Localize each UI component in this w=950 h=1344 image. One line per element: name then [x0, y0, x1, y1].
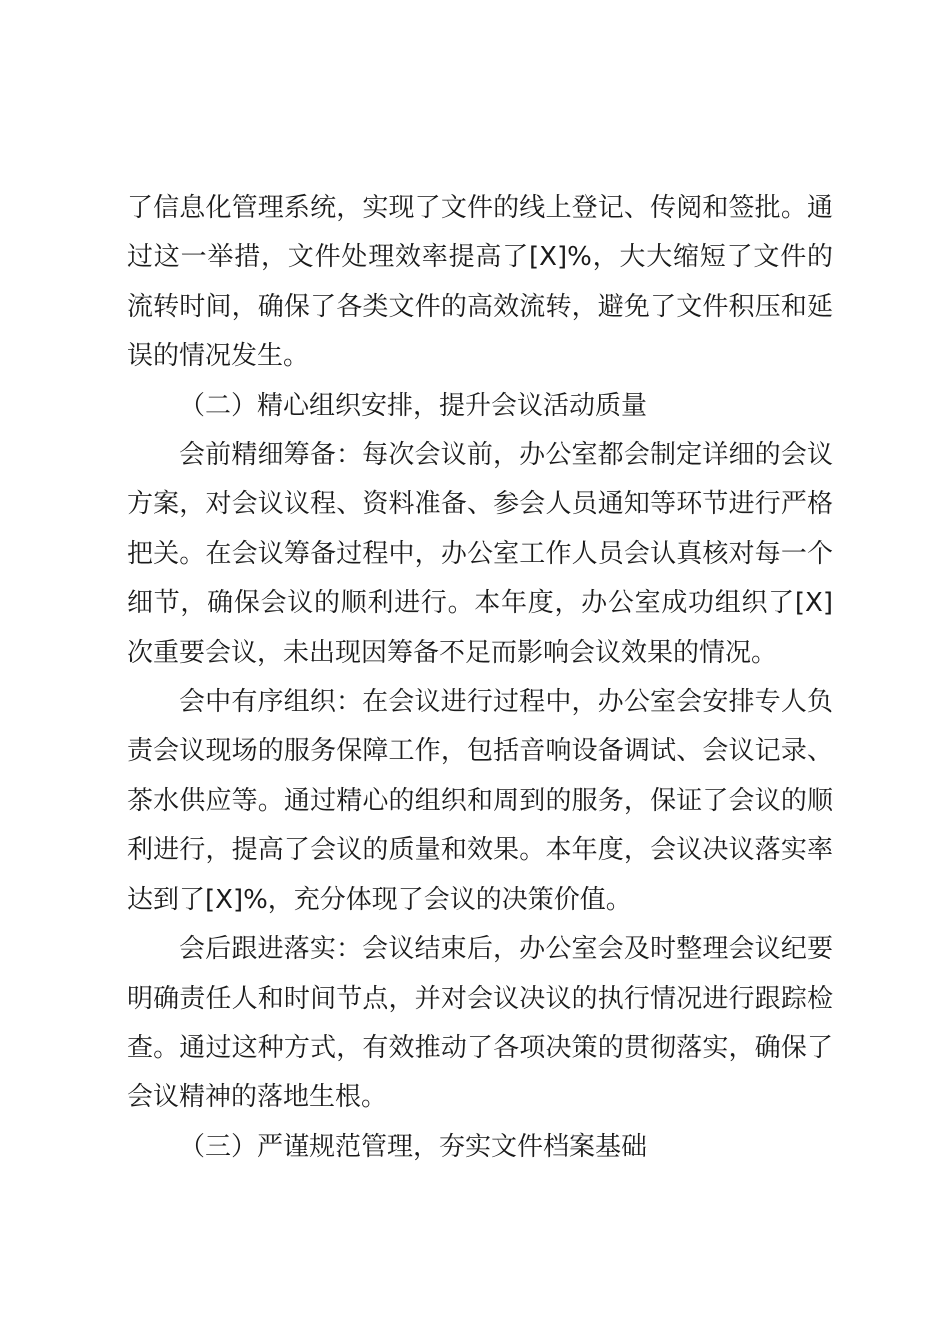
section-heading-3: （三）严谨规范管理，夯实文件档案基础 [179, 1131, 648, 1162]
paragraph-post-meeting: 会后跟进落实：会议结束后，办公室会及时整理会议纪要明确责任人和时间节点，并对会议决议的执行情况进行跟踪检查。通过这种方式，有效推动了各项决策的贯彻落实，确保了会议精神的落地生根。 [127, 934, 833, 1113]
section-heading-2: （二）精心组织安排，提升会议活动质量 [179, 390, 648, 421]
paragraph-in-meeting: 会中有序组织：在会议进行过程中，办公室会安排专人负责会议现场的服务保障工作，包括音响设备调试、会议记录、茶水供应等。通过精心的组织和周到的服务，保证了会议的顺利进行，提高了会议的质量和效果。本年度，会议决议落实率达到了[X]%，充分体现了会议的决策价值。 [127, 687, 833, 915]
paragraph-pre-meeting: 会前精细筹备：每次会议前，办公室都会制定详细的会议方案，对会议议程、资料准备、参会人员通知等环节进行严格把关。在会议筹备过程中，办公室工作人员会认真核对每一个细节，确保会议的顺利进行。本年度，办公室成功组织了[X]次重要会议，未出现因筹备不足而影响会议效果的情况。 [127, 440, 833, 668]
document-page [127, 184, 833, 1172]
paragraph-continuation: 了信息化管理系统，实现了文件的线上登记、传阅和签批。通过这一举措，文件处理效率提高了[X]%，大大缩短了文件的流转时间，确保了各类文件的高效流转，避免了文件积压和延误的情况发生。 [127, 193, 833, 372]
